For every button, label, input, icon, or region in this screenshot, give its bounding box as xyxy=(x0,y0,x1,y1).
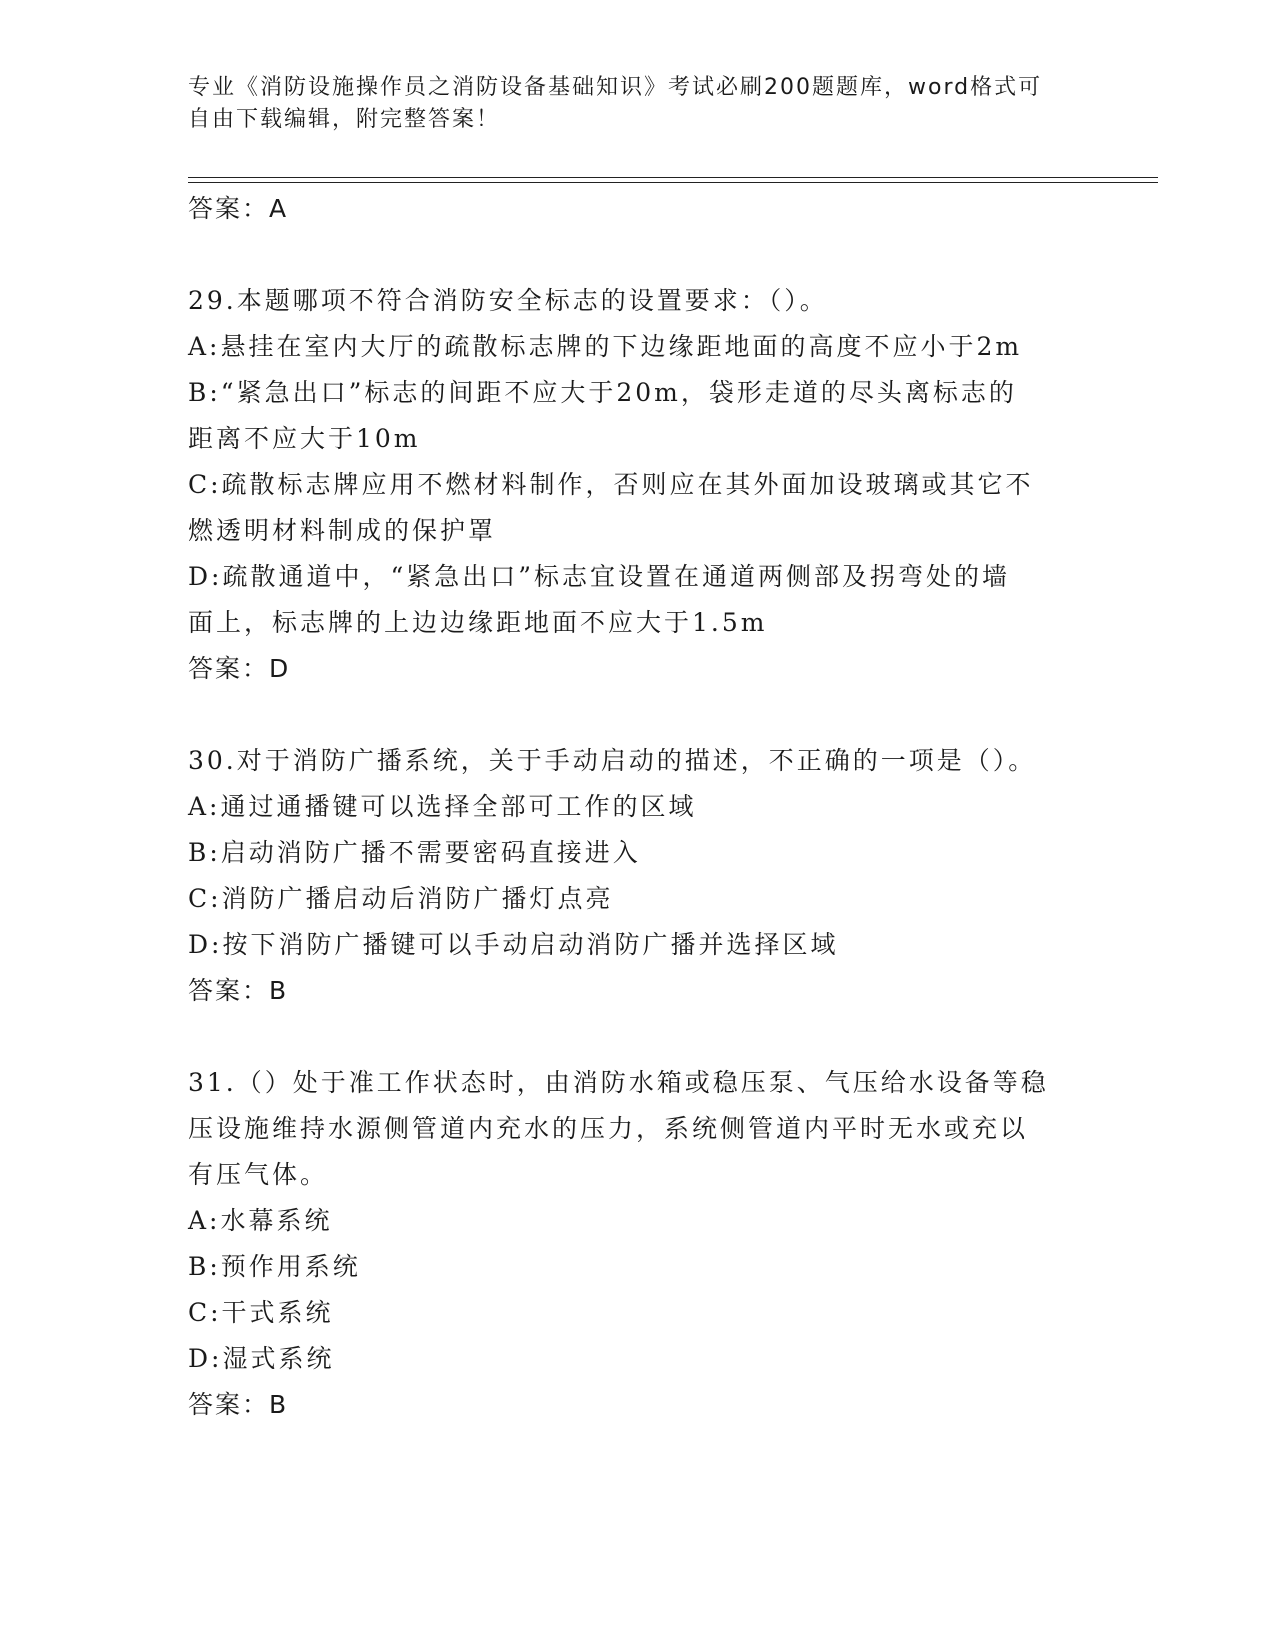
answer-line: 答案：B xyxy=(188,1390,289,1419)
question-block xyxy=(188,278,1088,692)
option-line: A:水幕系统 xyxy=(188,1206,333,1235)
option-line: C:疏散标志牌应用不燃材料制作，否则应在其外面加设玻璃或其它不 xyxy=(188,470,1034,499)
option-line: D:按下消防广播键可以手动启动消防广播并选择区域 xyxy=(188,930,839,959)
question-block xyxy=(188,1060,1088,1428)
option-line: D:疏散通道中，“紧急出口”标志宜设置在通道两侧部及拐弯处的墙 xyxy=(188,562,1011,591)
spacer xyxy=(188,692,1088,738)
question-stem: 压设施维持水源侧管道内充水的压力，系统侧管道内平时无水或充以 xyxy=(188,1114,1029,1143)
header-line: 专业《消防设施操作员之消防设备基础知识》考试必刷200题题库，word格式可 xyxy=(188,75,1043,100)
option-line: C:消防广播启动后消防广播灯点亮 xyxy=(188,884,614,913)
answer-line: 答案：A xyxy=(188,194,289,223)
option-line: A:悬挂在室内大厅的疏散标志牌的下边缘距地面的高度不应小于2m xyxy=(188,332,1023,361)
answer-line: 答案：B xyxy=(188,976,289,1005)
option-line: C:干式系统 xyxy=(188,1298,334,1327)
option-line: B:预作用系统 xyxy=(188,1252,361,1281)
question-block xyxy=(188,738,1088,1014)
spacer xyxy=(188,1014,1088,1060)
header-divider xyxy=(188,177,1158,178)
question-content xyxy=(188,186,1088,1428)
question-stem: 31.（）处于准工作状态时，由消防水箱或稳压泵、气压给水设备等稳 xyxy=(188,1068,1049,1097)
question-stem: 29.本题哪项不符合消防安全标志的设置要求：（）。 xyxy=(188,286,828,315)
option-line: 距离不应大于10m xyxy=(188,424,421,453)
answer-line: 答案：D xyxy=(188,654,291,683)
header-divider xyxy=(188,182,1158,183)
option-line: A:通过通播键可以选择全部可工作的区域 xyxy=(188,792,697,821)
option-line: B:启动消防广播不需要密码直接进入 xyxy=(188,838,641,867)
option-line: D:湿式系统 xyxy=(188,1344,335,1373)
header-line: 自由下载编辑，附完整答案！ xyxy=(188,107,501,132)
question-stem: 有压气体。 xyxy=(188,1160,329,1189)
question-stem: 30.对于消防广播系统，关于手动启动的描述，不正确的一项是（）。 xyxy=(188,746,1037,775)
document-header xyxy=(188,72,1088,136)
spacer xyxy=(188,232,1088,278)
option-line: B:“紧急出口”标志的间距不应大于20m，袋形走道的尽头离标志的 xyxy=(188,378,1017,407)
option-line: 燃透明材料制成的保护罩 xyxy=(188,516,497,545)
option-line: 面上，标志牌的上边边缘距地面不应大于1.5m xyxy=(188,608,768,637)
